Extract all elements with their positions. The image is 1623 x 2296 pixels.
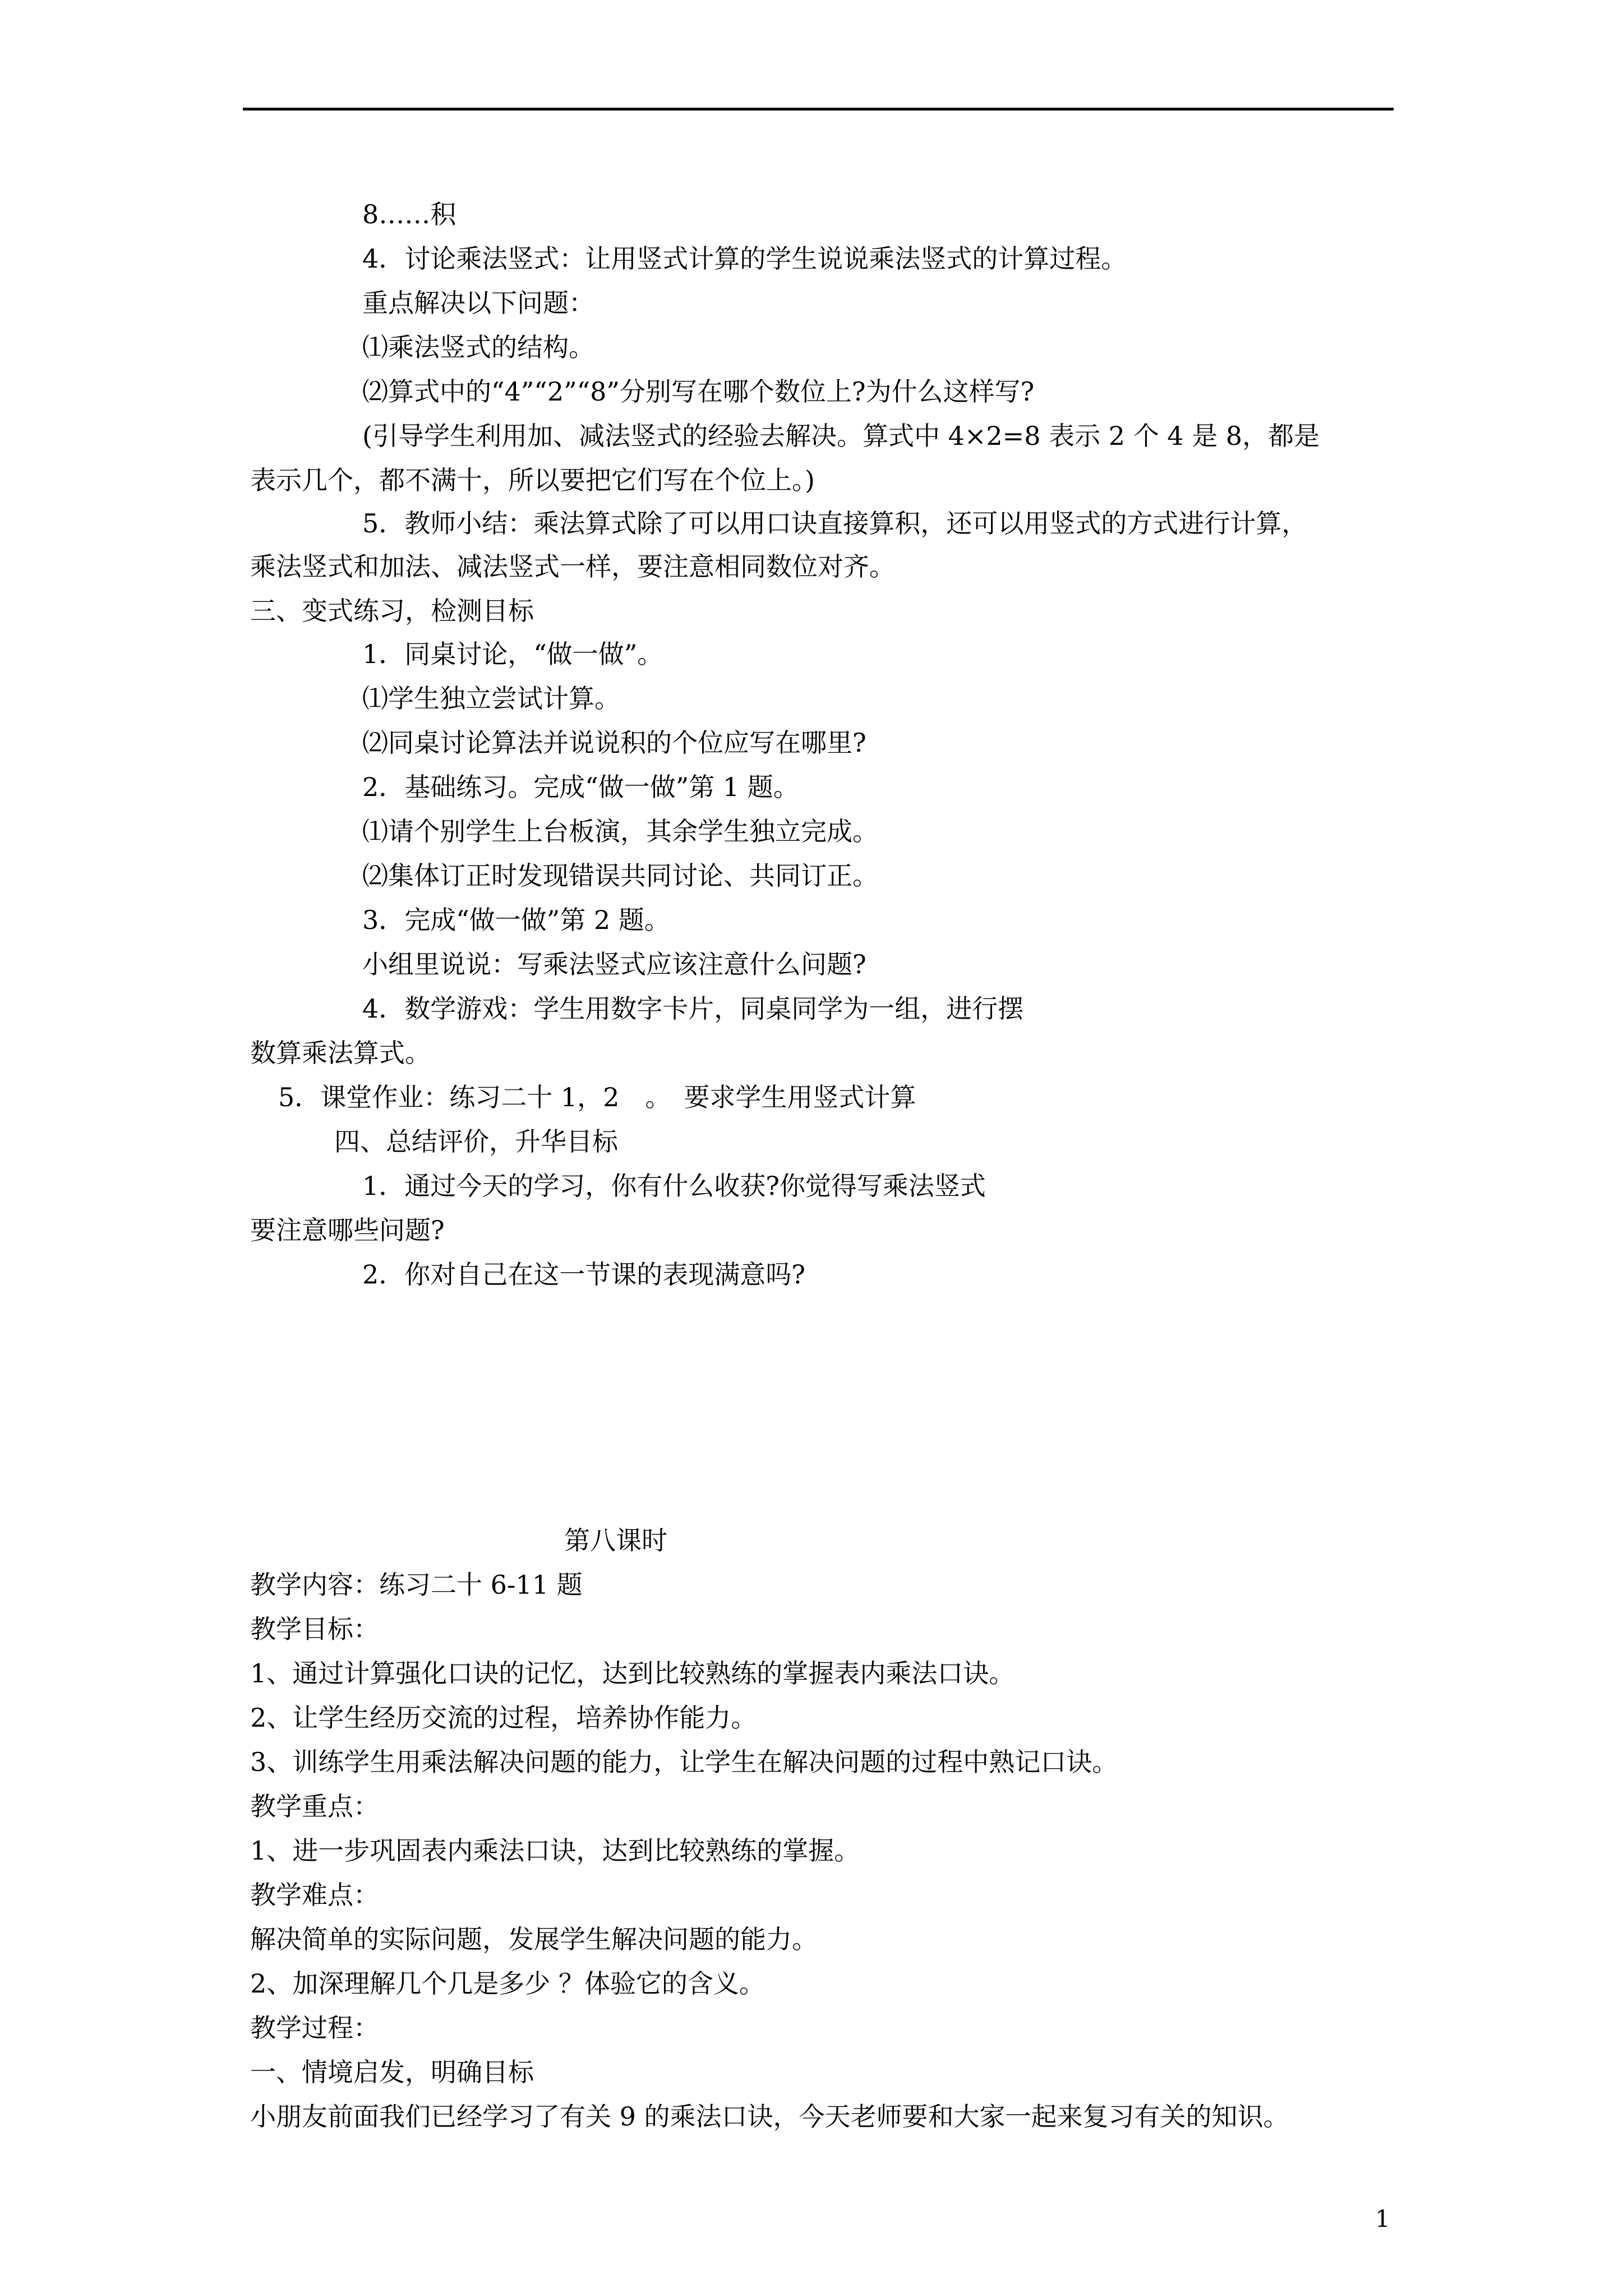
text-line: 要注意哪些问题? bbox=[250, 1215, 445, 1245]
text-line: 4．讨论乘法竖式：让用竖式计算的学生说说乘法竖式的计算过程。 bbox=[362, 243, 1127, 274]
text-line: 1．通过今天的学习，你有什么收获?你觉得写乘法竖式 bbox=[362, 1171, 986, 1201]
text-line: 乘法竖式和加法、减法竖式一样，要注意相同数位对齐。 bbox=[250, 551, 895, 582]
text-line: 5．课堂作业：练习二十 1，2 。 要求学生用竖式计算 bbox=[278, 1082, 916, 1112]
text-line: 教学内容：练习二十 6-11 题 bbox=[250, 1570, 583, 1600]
section-heading: 四、总结评价，升华目标 bbox=[334, 1126, 618, 1157]
text-line: 4．数学游戏：学生用数字卡片，同桌同学为一组，进行摆 bbox=[362, 993, 1024, 1024]
text-line: ⑵算式中的“4”“2”“8”分别写在哪个数位上?为什么这样写? bbox=[362, 376, 1035, 407]
page-number: 1 bbox=[1375, 2205, 1390, 2233]
text-line: 2．你对自己在这一节课的表现满意吗? bbox=[362, 1259, 805, 1290]
text-line: 2．基础练习。完成“做一做”第 1 题。 bbox=[362, 772, 799, 802]
text-line: ⑴学生独立尝试计算。 bbox=[362, 683, 620, 714]
section-heading: 一、情境启发，明确目标 bbox=[250, 2057, 534, 2087]
text-line: 3、训练学生用乘法解决问题的能力，让学生在解决问题的过程中熟记口诀。 bbox=[250, 1747, 1118, 1777]
text-line: 教学重点： bbox=[250, 1791, 379, 1821]
text-line: ⑵集体订正时发现错误共同讨论、共同订正。 bbox=[362, 861, 878, 891]
text-line: ⑴乘法竖式的结构。 bbox=[362, 332, 594, 362]
text-line: ⑴请个别学生上台板演，其余学生独立完成。 bbox=[362, 816, 878, 846]
text-line: 重点解决以下问题： bbox=[362, 288, 594, 318]
text-line: 教学过程： bbox=[250, 2013, 379, 2043]
text-line: 教学目标： bbox=[250, 1614, 379, 1644]
section-heading: 三、变式练习，检测目标 bbox=[250, 596, 534, 626]
text-line: 5．教师小结：乘法算式除了可以用口诀直接算积，还可以用竖式的方式进行计算， bbox=[362, 508, 1308, 539]
lesson-title: 第八课时 bbox=[564, 1525, 667, 1556]
text-line: 小组里说说：写乘法竖式应该注意什么问题? bbox=[362, 949, 866, 979]
text-line: (引导学生利用加、减法竖式的经验去解决。算式中 4×2=8 表示 2 个 4 是 8，都是 bbox=[362, 421, 1320, 451]
text-line: 1、进一步巩固表内乘法口诀，达到比较熟练的掌握。 bbox=[250, 1835, 860, 1866]
text-line: 教学难点： bbox=[250, 1880, 379, 1910]
text-line: 1．同桌讨论，“做一做”。 bbox=[362, 639, 663, 669]
text-line: 表示几个，都不满十，所以要把它们写在个位上。) bbox=[250, 465, 815, 495]
text-line: 解决简单的实际问题，发展学生解决问题的能力。 bbox=[250, 1924, 818, 1954]
text-line: 2、让学生经历交流的过程，培养协作能力。 bbox=[250, 1703, 757, 1733]
text-line: 3．完成“做一做”第 2 题。 bbox=[362, 905, 670, 935]
text-line: ⑵同桌讨论算法并说说积的个位应写在哪里? bbox=[362, 728, 866, 758]
text-line: 2、加深理解几个几是多少 ？体验它的含义。 bbox=[250, 1968, 765, 1999]
text-line: 8……积 bbox=[362, 199, 457, 229]
text-line: 数算乘法算式。 bbox=[250, 1038, 431, 1068]
header-rule bbox=[243, 108, 1394, 111]
text-line: 小朋友前面我们已经学习了有关 9 的乘法口诀，今天老师要和大家一起来复习有关的知识。 bbox=[250, 2101, 1289, 2132]
text-line: 1、通过计算强化口诀的记忆，达到比较熟练的掌握表内乘法口诀。 bbox=[250, 1658, 1015, 1688]
